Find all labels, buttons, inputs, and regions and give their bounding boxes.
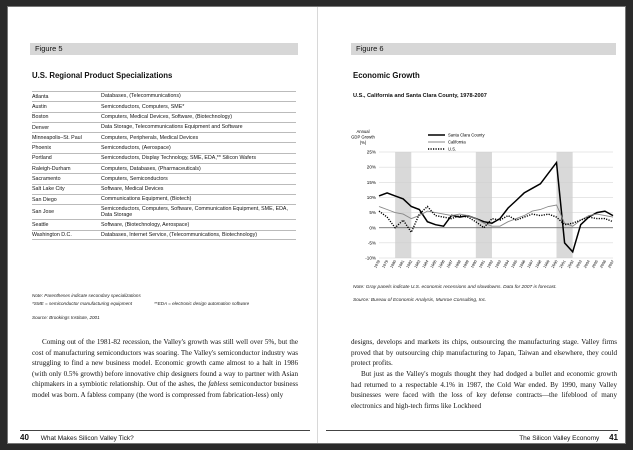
x-tick-label: 2004 [583, 259, 591, 269]
city-cell: Denver [32, 124, 50, 131]
specialization-cell: Communications Equipment, (Biotech) [101, 196, 192, 203]
book-spread [7, 6, 626, 444]
table-note: Note: Parentheses indicate secondary specializations [32, 293, 141, 298]
x-tick-label: 2000 [550, 259, 559, 269]
x-tick-label: 1986 [437, 259, 446, 269]
x-tick-label: 2006 [599, 259, 607, 269]
running-title: The Silicon Valley Economy [519, 435, 600, 442]
specialization-cell: Software, (Biotechnology, Aerospace) [101, 221, 190, 228]
figure-title: U.S. Regional Product Specializations [32, 71, 173, 80]
running-title: What Makes Silicon Valley Tick? [40, 435, 134, 442]
specialization-cell: Computers, Databases, (Pharmaceuticals) [101, 165, 201, 172]
specialization-cell: Databases, Internet Service, (Telecommunications, Biotechnology) [101, 231, 258, 238]
x-tick-label: 1984 [421, 259, 430, 269]
x-tick-label: 2005 [591, 259, 599, 269]
city-cell: Washington D.C. [32, 231, 72, 238]
growth-chart [351, 123, 619, 273]
table-row [32, 194, 296, 204]
table-row [32, 122, 296, 132]
page-number: 41 [609, 433, 618, 442]
y-tick-label: 10% [366, 195, 376, 201]
y-tick-label: 0% [369, 225, 376, 231]
x-tick-label: 1979 [381, 259, 390, 269]
table-row [32, 163, 296, 173]
figure-label: Figure 5 [30, 43, 298, 55]
table-row [32, 142, 296, 152]
y-tick-label: 15% [366, 179, 376, 185]
city-cell: Raleigh-Durham [32, 165, 71, 172]
x-tick-label: 1999 [542, 259, 551, 269]
city-cell: San Jose [32, 209, 55, 216]
table-row [32, 219, 296, 229]
table-note-sme: *SME = semiconductor manufacturing equipment [32, 301, 132, 306]
specialization-cell: Semiconductors, Computers, SME* [101, 103, 185, 110]
table-source: Source: Brookings Institute, 2001 [32, 315, 100, 320]
y-tick-label: 25% [366, 149, 376, 155]
table-row [32, 230, 296, 240]
city-cell: Portland [32, 155, 52, 162]
specialization-cell: Semiconductors, Computers, Software, Communication Equipment, SME, EDA, Data Storage [101, 205, 288, 219]
table-row [32, 204, 296, 219]
left-page [8, 7, 317, 443]
city-cell: San Diego [32, 196, 57, 203]
x-tick-label: 1985 [429, 259, 438, 269]
specialization-cell: Computers, Medical Devices, Software, (Biotechnology) [101, 114, 233, 121]
chart-note: Note: Gray panels indicate U.S. economic recessions and slowdowns. Data for 2007 is forecast. [353, 285, 557, 290]
x-tick-label: 1983 [413, 259, 422, 269]
city-cell: Salt Lake City [32, 186, 65, 193]
y-axis-label: Annual [356, 129, 370, 134]
table-row [32, 112, 296, 122]
series-line-0 [379, 163, 613, 252]
city-cell: Atlanta [32, 93, 49, 100]
x-tick-label: 1994 [502, 259, 511, 269]
right-page [318, 7, 627, 443]
x-tick-label: 1987 [445, 259, 454, 269]
x-tick-label: 1997 [526, 259, 535, 269]
specialization-cell: Computers, Semiconductors [101, 175, 168, 182]
table-row [32, 101, 296, 111]
specialization-table [32, 91, 296, 240]
figure-title: Economic Growth [353, 71, 420, 80]
x-tick-label: 2007 [607, 259, 616, 269]
table-row [32, 132, 296, 142]
specialization-cell: Databases, (Telecommunications) [101, 93, 181, 100]
body-paragraph-2: But just as the Valley's moguls thought they had dodged a bullet and economic growth had returned to a respectable 4.1% in 1987, the Cold War ended. By 1990, many Valley businesses were faced with the loss of key defense contracts—the lifeblood of many electronics and high-tech firms like Lockheed [351, 370, 617, 410]
x-tick-label: 1998 [534, 259, 543, 269]
city-cell: Sacramento [32, 176, 61, 183]
table-note-eda: **EDA = electronic design automation software [154, 301, 250, 306]
y-axis-label: (%) [359, 140, 367, 145]
x-tick-label: 1996 [518, 259, 527, 269]
city-cell: Boston [32, 114, 49, 121]
x-tick-label: 1981 [397, 259, 406, 269]
page-footer [20, 430, 310, 445]
specialization-cell: Semiconductors, (Aerospace) [101, 144, 171, 151]
x-tick-label: 1990 [470, 259, 478, 269]
x-tick-label: 1992 [486, 259, 495, 269]
x-tick-label: 1991 [478, 259, 486, 269]
series-line-2 [379, 207, 613, 233]
table-row [32, 153, 296, 163]
body-paragraph: Coming out of the 1981-82 recession, the Valley's growth was still well over 5%, but the cost of manufacturing semiconductors was soaring. The Valley's semiconductor industry was struggling to find a new business model. Economic growth came almost to a halt in 1986 (with only 0.5% growth) before innovative chip designers found a way to partner with Asian chipmakers in a symbiotic relationship. Out of the ashes, the fabless semiconductor business model was born. A fabless company (the word is compressed from fabrication-less) only [32, 338, 298, 399]
y-tick-label: 20% [366, 164, 376, 170]
chart-title: U.S., California and Santa Clara County, 1978-2007 [353, 93, 487, 99]
x-tick-label: 2002 [567, 259, 575, 269]
x-tick-label: 1980 [389, 259, 398, 269]
figure-label: Figure 6 [351, 43, 616, 55]
specialization-cell: Computers, Peripherals, Medical Devices [101, 134, 199, 141]
x-tick-label: 1993 [494, 259, 503, 269]
specialization-cell: Software, Medical Devices [101, 186, 164, 193]
table-row [32, 91, 296, 101]
y-tick-label: 5% [369, 210, 376, 216]
legend-label: U.S. [448, 146, 457, 152]
x-tick-label: 1989 [462, 259, 470, 269]
x-tick-label: 2003 [575, 259, 583, 269]
page-number: 40 [20, 433, 29, 442]
city-cell: Phoenix [32, 145, 52, 152]
y-axis-label: GDP Growth [351, 134, 375, 140]
city-cell: Austin [32, 103, 47, 110]
table-row [32, 173, 296, 183]
x-tick-label: 1988 [454, 259, 462, 269]
x-tick-label: 1978 [373, 259, 382, 269]
x-tick-label: 1982 [405, 259, 414, 269]
specialization-cell: Data Storage, Telecommunications Equipment and Software [101, 124, 243, 131]
city-cell: Minneapolis–St. Paul [32, 134, 82, 141]
legend-label: Santa Clara County [448, 132, 485, 138]
chart-source: Source: Bureau of Economic Analysis, Munroe Consulting, Inc. [353, 298, 487, 303]
recession-band [476, 152, 492, 258]
table-row [32, 184, 296, 194]
specialization-cell: Semiconductors, Display Technology, SME, EDA,** Silicon Wafers [101, 155, 257, 162]
x-tick-label: 1995 [510, 259, 519, 269]
y-tick-label: -10% [365, 255, 376, 261]
y-tick-label: -5% [367, 240, 376, 246]
x-tick-label: 2001 [558, 259, 567, 269]
body-paragraph-1: designs, develops and markets its chips, outsourcing the manufacturing stage. Valley firms proved that by outsourcing chip manufacturing to Japan, Taiwan and elsewhere, they could protect profits. [351, 338, 617, 368]
legend-label: California [448, 139, 466, 145]
page-footer [326, 430, 618, 445]
city-cell: Seattle [32, 221, 49, 228]
